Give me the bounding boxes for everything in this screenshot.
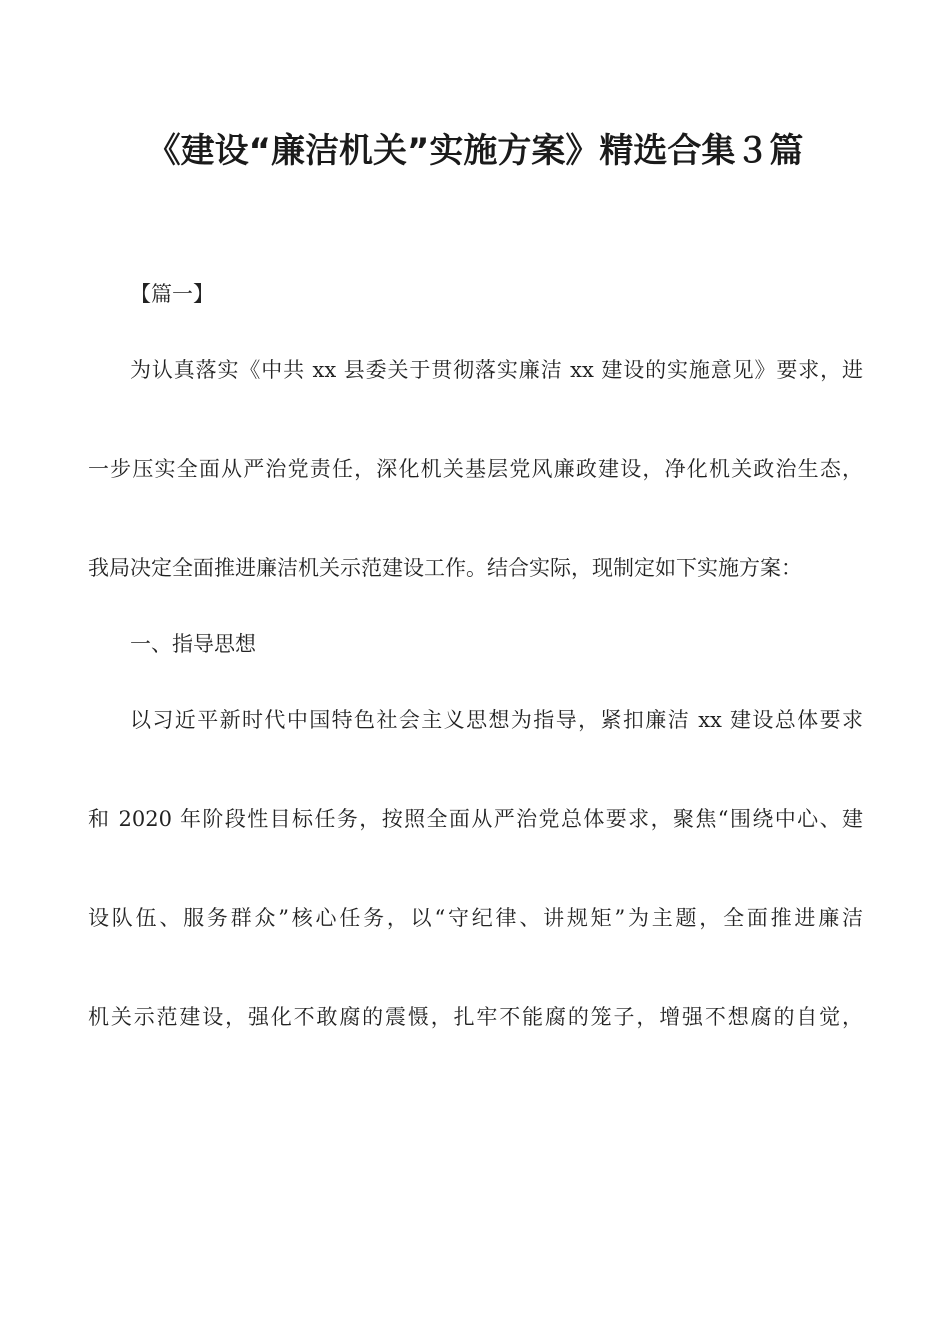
heading-guiding-ideology: 一、指导思想 xyxy=(130,632,256,656)
paragraph-1-line-2: 一步压实全面从严治党责任，深化机关基层党风廉政建设，净化机关政治生态， xyxy=(88,457,863,481)
section-label: 【篇一】 xyxy=(130,282,214,306)
paragraph-1-line-1: 为认真落实《中共 xx 县委关于贯彻落实廉洁 xx 建设的实施意见》要求，进 xyxy=(130,358,863,382)
paragraph-2-line-3: 设队伍、服务群众”核心任务，以“守纪律、讲规矩”为主题，全面推进廉洁 xyxy=(88,906,863,930)
paragraph-1-line-3: 我局决定全面推进廉洁机关示范建设工作。结合实际，现制定如下实施方案： xyxy=(88,556,802,580)
paragraph-2-line-1: 以习近平新时代中国特色社会主义思想为指导，紧扣廉洁 xx 建设总体要求 xyxy=(130,708,863,732)
document-title: 《建设“廉洁机关”实施方案》精选合集３篇 xyxy=(146,131,804,171)
paragraph-2-line-2: 和 2020 年阶段性目标任务，按照全面从严治党总体要求，聚焦“围绕中心、建 xyxy=(88,807,863,831)
paragraph-2-line-4: 机关示范建设，强化不敢腐的震慑，扎牢不能腐的笼子，增强不想腐的自觉， xyxy=(88,1005,863,1029)
